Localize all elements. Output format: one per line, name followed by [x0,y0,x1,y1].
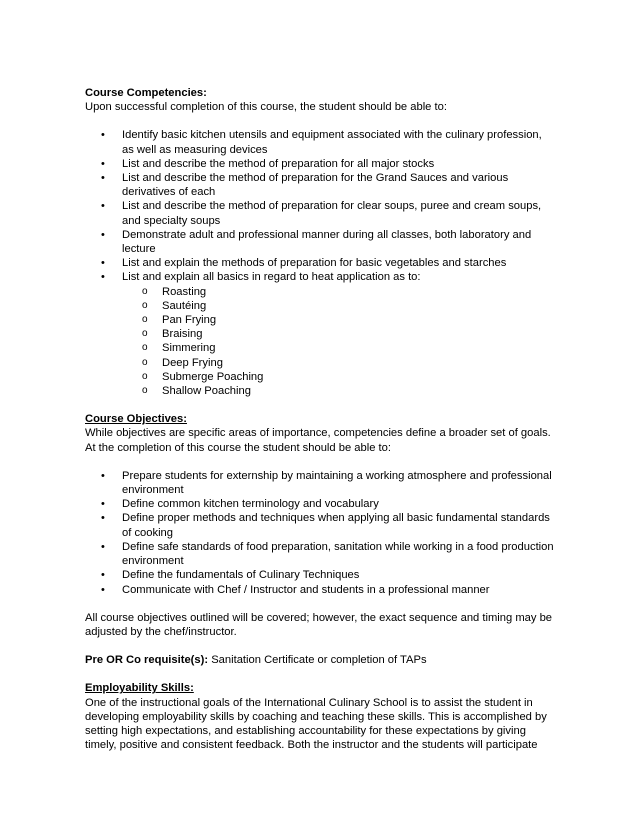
list-item: o Roasting [142,285,207,298]
bullet-icon: • [101,512,105,525]
list-item: • Define common kitchen terminology and vocabulary [101,498,379,511]
list-item: • Identify basic kitchen utensils and equipment associated with the culinary profession, as well as measuring devices [101,129,542,156]
objectives-list [85,469,555,597]
circle-bullet-icon: o [142,385,148,397]
bullet-icon: • [101,540,105,553]
list-item: o Braising [142,328,203,341]
prerequisite-line [85,653,555,667]
circle-bullet-icon: o [142,314,148,326]
circle-bullet-icon: o [142,356,148,368]
list-item: • List and explain all basics in regard to heat application as to: [101,271,421,284]
objectives-note: All course objectives outlined will be covered; however, the exact sequence and timing may be adjusted by the chef/instructor. [85,611,553,638]
list-item: • Demonstrate adult and professional manner during all classes, both laboratory and lecture [101,228,532,256]
bullet-icon: • [101,498,105,511]
bullet-icon: • [101,129,105,142]
circle-bullet-icon: o [142,342,148,354]
circle-bullet-icon: o [142,370,148,382]
employability-heading: Employability Skills: [85,682,194,695]
bullet-icon: • [101,583,105,596]
competencies-list [85,128,555,284]
list-item: • Communicate with Chef / Instructor and students in a professional manner [101,583,490,596]
list-item: • List and describe the method of preparation for the Grand Sauces and various derivatives of each [101,172,509,199]
prerequisite-label: Pre OR Co requisite(s): [85,654,209,667]
bullet-icon: • [101,271,105,284]
bullet-icon: • [101,257,105,270]
list-item: o Shallow Poaching [142,385,251,398]
bullet-icon: • [101,157,105,170]
list-item: • Define proper methods and techniques when applying all basic fundamental standards of cooking [101,512,550,539]
objectives-intro: While objectives are specific areas of importance, competencies define a broader set of goals. At the completion of this course the student should be able to: [85,427,551,454]
employability-text: One of the instructional goals of the International Culinary School is to assist the student in developing employability skills by coaching and teaching these skills. This is accomplished by setting high expectations, and establishing accountability for these expectations by giving timely, positive and consistent feedback. Both the instructor and the students will participate [85,696,547,752]
competencies-intro: Upon successful completion of this course, the student should be able to: [85,101,447,114]
bullet-icon: • [101,569,105,582]
heat-application-list [85,285,555,399]
prerequisite-text: Sanitation Certificate or completion of TAPs [208,654,427,667]
bullet-icon: • [101,200,105,213]
list-item: o Submerge Poaching [142,370,264,383]
list-item: • List and describe the method of preparation for all major stocks [101,157,435,170]
list-item: • List and describe the method of preparation for clear soups, puree and cream soups, and specialty soups [101,200,542,227]
bullet-icon: • [101,469,105,482]
list-item: o Deep Frying [142,356,223,369]
list-item: • Prepare students for externship by maintaining a working atmosphere and professional environment [101,469,552,497]
document-page [85,86,555,752]
list-item: • Define the fundamentals of Culinary Techniques [101,569,360,582]
list-item: o Simmering [142,342,216,355]
list-item: o Sautéing [142,299,207,312]
list-item: • List and explain the methods of preparation for basic vegetables and starches [101,257,507,270]
bullet-icon: • [101,172,105,185]
list-item: • Define safe standards of food preparation, sanitation while working in a food production environment [101,540,554,568]
circle-bullet-icon: o [142,285,148,297]
bullet-icon: • [101,228,105,241]
circle-bullet-icon: o [142,328,148,340]
competencies-heading: Course Competencies: [85,87,207,99]
objectives-heading: Course Objectives: [85,413,187,426]
list-item: o Pan Frying [142,314,217,327]
circle-bullet-icon: o [142,299,148,311]
